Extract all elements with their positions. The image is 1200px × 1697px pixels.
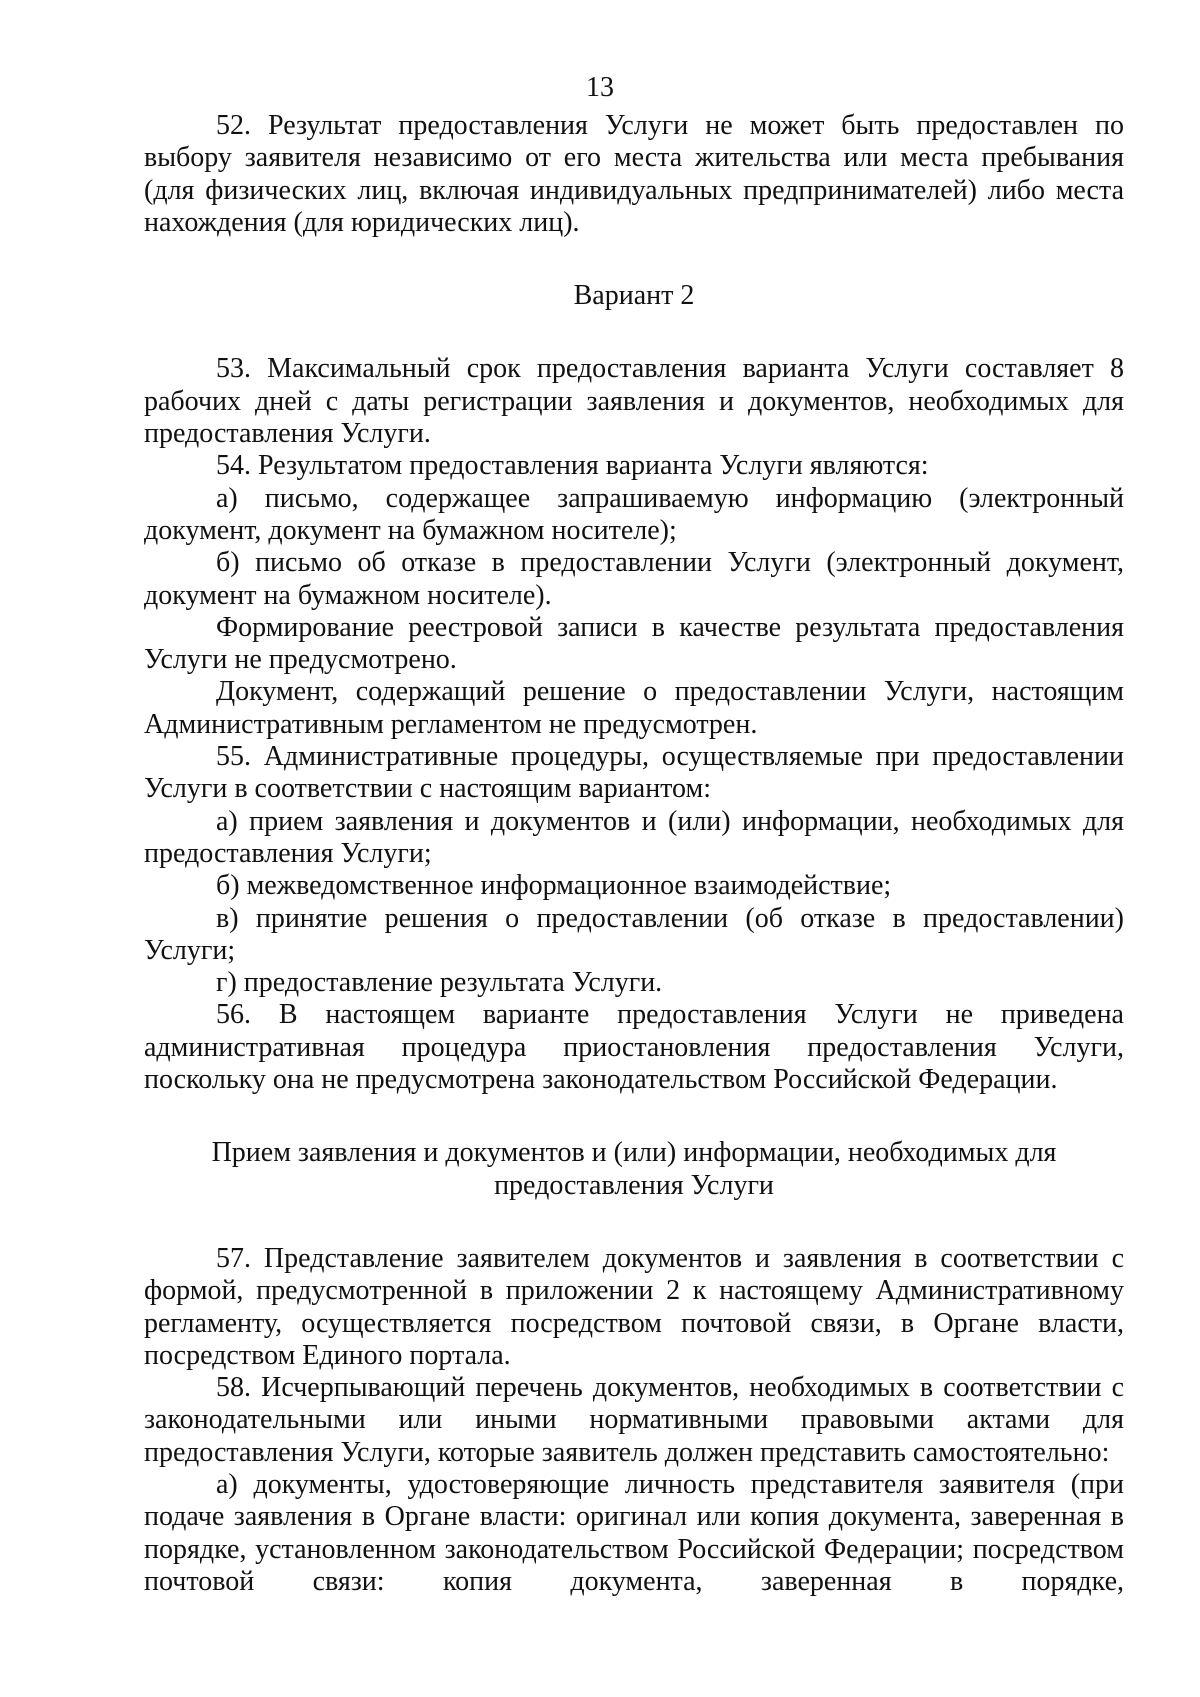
paragraph-52: 52. Результат предоставления Услуги не может быть предоставлен по выбору заявителя независимо от его места жительства или места пребывания (для физических лиц, включая индивидуальных предпринимателей) либо места нахождения (для юридических лиц). xyxy=(144,110,1124,238)
paragraph-58: 58. Исчерпывающий перечень документов, необходимых в соответствии с законодательными или иными нормативными правовыми актами для предоставления Услуги, которые заявитель должен представить самостоятельно: xyxy=(144,1372,1124,1468)
section-heading-line-1: Прием заявления и документов и (или) информации, необходимых для xyxy=(211,1137,1057,1169)
heading-variant-2: Вариант 2 xyxy=(573,280,695,312)
section-heading xyxy=(144,1137,1124,1202)
paragraph-53: 53. Максимальный срок предоставления варианта Услуги составляет 8 рабочих дней с даты регистрации заявления и документов, необходимых для предоставления Услуги. xyxy=(144,353,1124,450)
paragraph-registry-record: Формирование реестровой записи в качестве результата предоставления Услуги не предусмотрено. xyxy=(144,611,1124,676)
paragraph-54-a: а) письмо, содержащее запрашиваемую информацию (электронный документ, документ на бумажном носителе); xyxy=(144,482,1124,546)
paragraph-54-b: б) письмо об отказе в предоставлении Услуги (электронный документ, документ на бумажном носителе). xyxy=(144,547,1124,611)
section-heading-line-2: предоставления Услуги xyxy=(494,1169,774,1201)
paragraph-55-b: б) межведомственное информационное взаимодействие; xyxy=(216,870,892,902)
paragraph-55-v: в) принятие решения о предоставлении (об отказе в предоставлении) Услуги; xyxy=(144,902,1124,966)
paragraph-56: 56. В настоящем варианте предоставления Услуги не приведена административная процедура приостановления предоставления Услуги, поскольку она не предусмотрена законодательством Российской Федерации. xyxy=(144,999,1124,1096)
paragraph-57: 57. Представление заявителем документов и заявления в соответствии с формой, предусмотренной в приложении 2 к настоящему Административному регламенту, осуществляется посредством почтовой связи, в Органе власти, посредством Единого портала. xyxy=(144,1242,1124,1371)
paragraph-decision-document: Документ, содержащий решение о предоставлении Услуги, настоящим Административным регламентом не предусмотрен. xyxy=(144,676,1124,740)
paragraph-54: 54. Результатом предоставления варианта Услуги являются: xyxy=(216,450,929,482)
paragraph-55-a: а) прием заявления и документов и (или) информации, необходимых для предоставления Услуги; xyxy=(144,805,1124,869)
paragraph-55: 55. Административные процедуры, осуществляемые при предоставлении Услуги в соответствии с настоящим вариантом: xyxy=(144,741,1124,805)
paragraph-55-g: г) предоставление результата Услуги. xyxy=(216,967,663,999)
page-number: 13 xyxy=(586,72,614,103)
document-body xyxy=(144,110,1124,1598)
paragraph-58-a: а) документы, удостоверяющие личность представителя заявителя (при подаче заявления в Органе власти: оригинал или копия документа, заверенная в порядке, установленном законодательством Российской Федерации; посредством почтовой связи: копия документа, заверенная в порядке, xyxy=(144,1468,1124,1597)
